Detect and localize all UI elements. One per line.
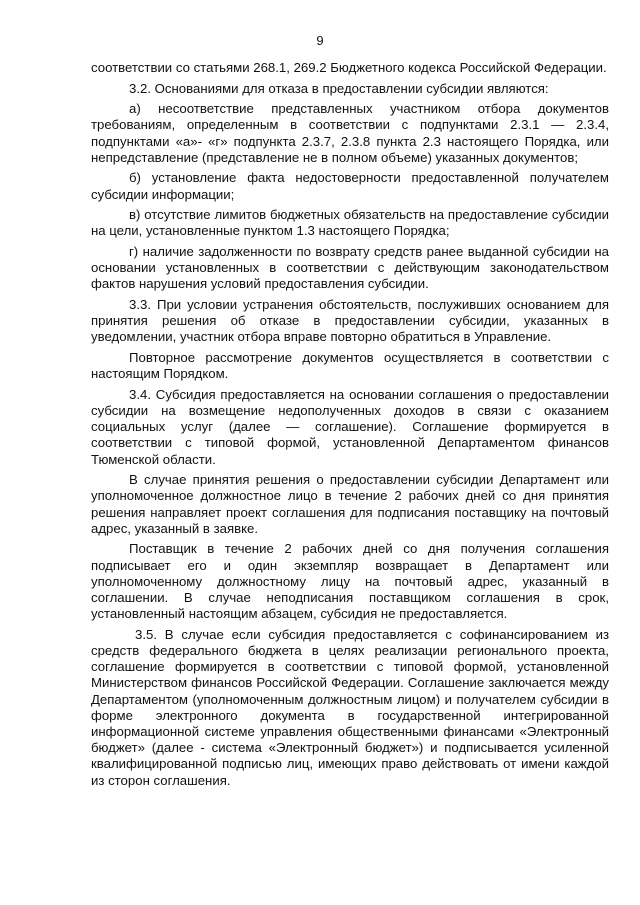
paragraph-continuation: соответствии со статьями 268.1, 269.2 Бюджетного кодекса Российской Федерации.	[91, 60, 607, 75]
paragraph-3-4: 3.4. Субсидия предоставляется на основании соглашения о предоставлении субсидии на возмещение недополученных доходов в связи с оказанием социальных услуг (далее — соглашение). Соглашение формируется в соответствии с типовой формой, установленной Департаментом финансов Тюменской области.	[91, 386, 609, 467]
document-body	[91, 60, 609, 793]
paragraph-3-4-decision: В случае принятия решения о предоставлении субсидии Департамент или уполномоченное должностное лицо в течение 2 рабочих дней со дня принятия решения направляет проект соглашения для подписания поставщику на почтовый адрес, указанный в заявке.	[91, 472, 609, 536]
paragraph-3-5: 3.5. В случае если субсидия предоставляется с софинансированием из средств федерального бюджета в целях реализации регионального проекта, соглашение формируется в соответствии с типовой формой, установленной Министерством финансов Российской Федерации. Соглашение заключается между Департаментом (уполномоченным должностным лицом) и получателем субсидии в форме электронного документа в государственной интегрированной информационной системе управления общественными финансами «Электронный бюджет» (далее - система «Электронный бюджет») и подписывается усиленной квалифицированной подписью лиц, имеющих право действовать от имени каждой из сторон соглашения.	[91, 626, 609, 788]
paragraph-3-2-g: г) наличие задолженности по возврату средств ранее выданной субсидии на основании установленных в соответствии с действующим законодательством фактов нарушения условий предоставления субсидии.	[91, 243, 609, 292]
paragraph-3-2-b: б) установление факта недостоверности предоставленной получателем субсидии информации;	[91, 170, 609, 202]
paragraph-3-3-repeat: Повторное рассмотрение документов осуществляется в соответствии с настоящим Порядком.	[91, 349, 609, 382]
paragraph-3-2-v: в) отсутствие лимитов бюджетных обязательств на предоставление субсидии на цели, установленные пунктом 1.3 настоящего Порядка;	[91, 207, 609, 239]
page-number: 9	[316, 33, 324, 48]
paragraph-3-2: 3.2. Основаниями для отказа в предоставлении субсидии являются:	[129, 80, 549, 96]
paragraph-3-2-a: а) несоответствие представленных участником отбора документов требованиям, определенным в соответствии с подпунктами 2.3.1 — 2.3.4, подпунктами «а»- «г» подпункта 2.3.7, 2.3.8 пункта 2.3 настоящего Порядка, или непредставление (представление не в полном объеме) указанных документов;	[91, 101, 609, 165]
paragraph-3-4-supplier: Поставщик в течение 2 рабочих дней со дня получения соглашения подписывает его и один экземпляр возвращает в Департамент или уполномоченному должностному лицу на почтовый адрес, указанный в соглашении. В случае неподписания поставщиком соглашения в срок, установленный настоящим абзацем, субсидия не предоставляется.	[91, 541, 609, 622]
paragraph-3-3: 3.3. При условии устранения обстоятельств, послуживших основанием для принятия решения об отказе в предоставлении субсидии, указанных в уведомлении, участник отбора вправе повторно обратиться в Управление.	[91, 296, 609, 345]
